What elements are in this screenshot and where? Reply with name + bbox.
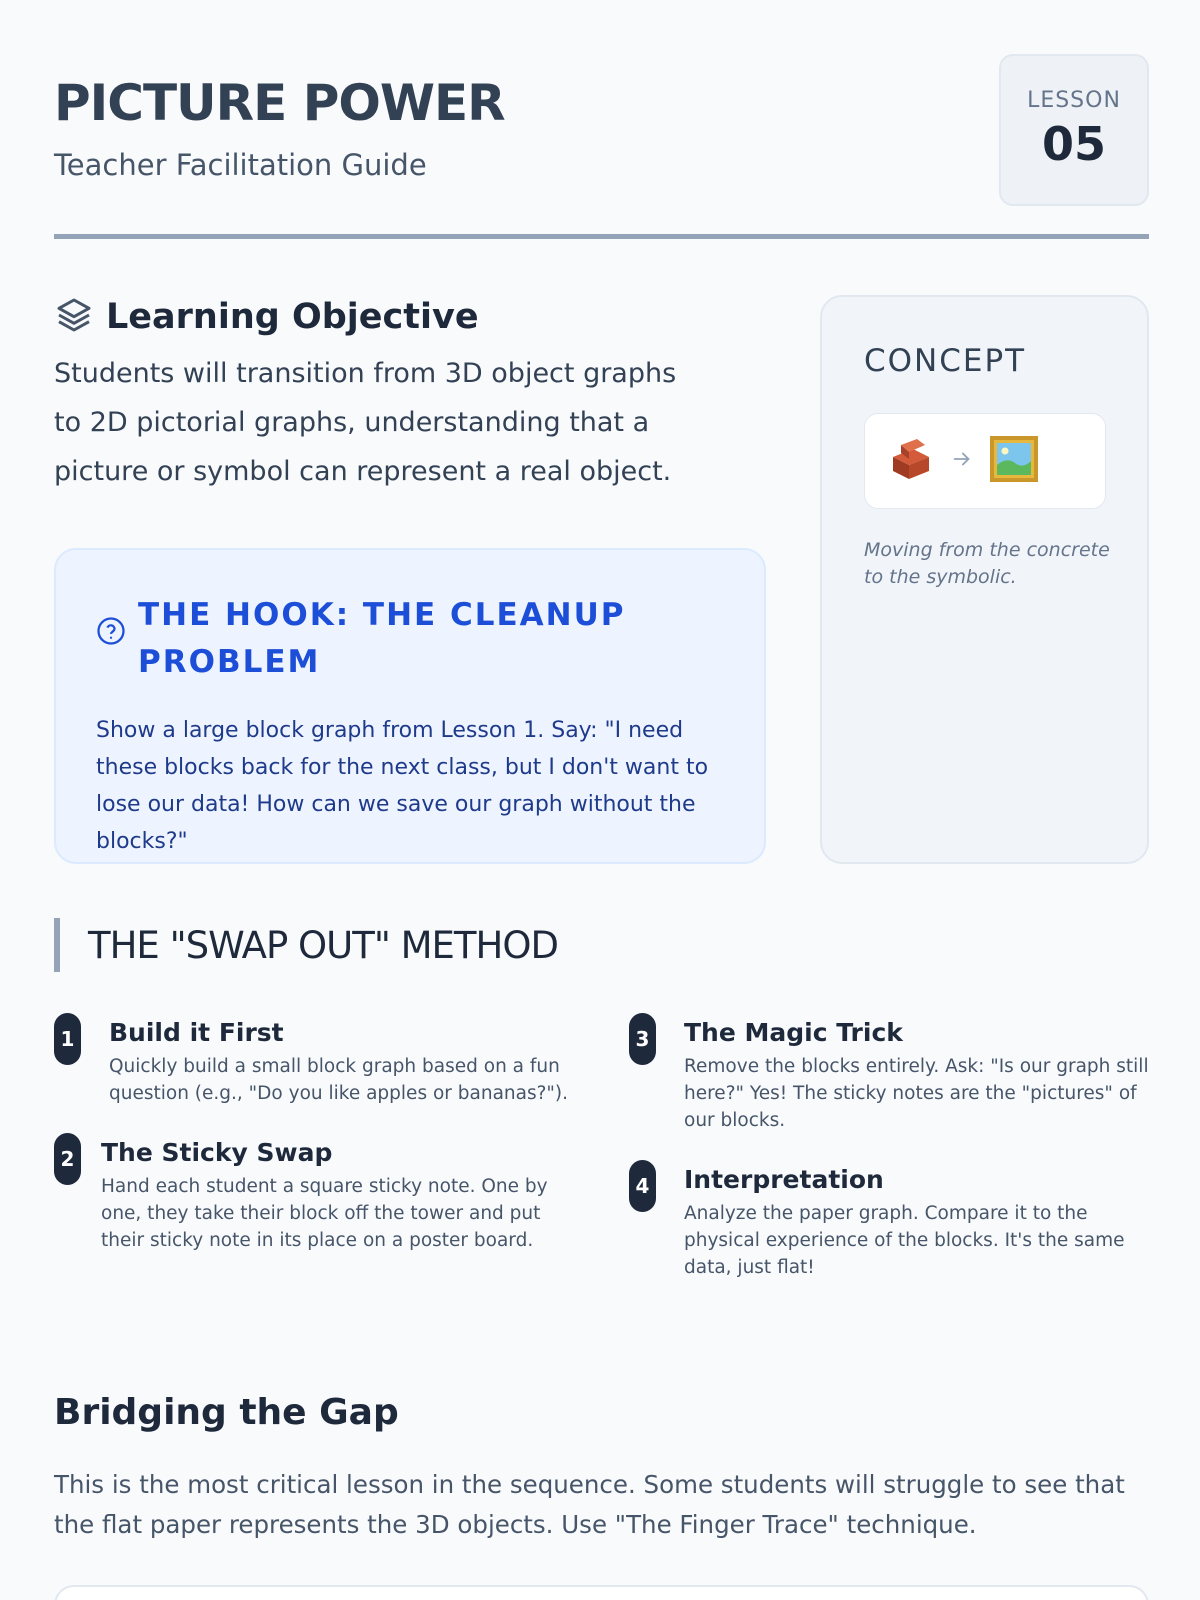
- hook-card: [54, 548, 766, 864]
- concept-illustration: [864, 413, 1106, 509]
- objective-title: Learning Objective: [106, 297, 479, 337]
- step-title: The Sticky Swap: [101, 1138, 333, 1167]
- step-number-badge: 1: [54, 1013, 81, 1065]
- finger-trace-card: [54, 1585, 1149, 1600]
- step-number-badge: 4: [629, 1160, 656, 1212]
- question-circle-icon: [96, 616, 126, 650]
- step-text: Remove the blocks entirely. Ask: "Is our graph still here?" Yes! The sticky notes are the "pictures" of our blocks.: [684, 1056, 1149, 1131]
- step-number-badge: 3: [629, 1013, 656, 1065]
- lesson-badge: [999, 54, 1149, 206]
- step-title: Interpretation: [684, 1165, 884, 1194]
- learning-objective-section: [54, 295, 774, 496]
- concept-card: [820, 295, 1149, 864]
- step-text: Quickly build a small block graph based on a fun question (e.g., "Do you like apples or bananas?").: [109, 1056, 569, 1104]
- layers-icon: [54, 295, 94, 339]
- page-header: [54, 54, 1149, 244]
- brick-icon: [887, 435, 935, 487]
- step-text: Analyze the paper graph. Compare it to the physical experience of the blocks. It's the same data, just flat!: [684, 1203, 1125, 1278]
- swap-method-heading: [54, 918, 558, 972]
- page-subtitle: Teacher Facilitation Guide: [54, 148, 427, 182]
- step-number-badge: 2: [54, 1133, 81, 1185]
- hook-text: Show a large block graph from Lesson 1. Say: "I need these blocks back for the next class, but I don't want to lose our data! How can we save our graph without the blocks?": [96, 718, 709, 854]
- page-title: PICTURE POWER: [54, 74, 505, 132]
- step-title: The Magic Trick: [684, 1018, 903, 1047]
- bridge-text: This is the most critical lesson in the sequence. Some students will struggle to see that the flat paper represents the 3D objects. Use "The Finger Trace" technique.: [54, 1470, 1125, 1539]
- lesson-label: LESSON: [1027, 88, 1121, 113]
- header-divider: [54, 234, 1149, 239]
- framed-picture-icon: [989, 435, 1039, 487]
- objective-text: Students will transition from 3D object graphs to 2D pictorial graphs, understanding that a picture or symbol can represent a real object.: [54, 358, 677, 487]
- swap-method-title: THE "SWAP OUT" METHOD: [88, 923, 558, 967]
- arrow-right-icon: [951, 448, 973, 474]
- concept-caption: Moving from the concrete to the symbolic.: [864, 539, 1110, 588]
- hook-title: THE HOOK: THE CLEANUP PROBLEM: [138, 597, 626, 680]
- step-text: Hand each student a square sticky note. One by one, they take their block off the tower and put their sticky note in its place on a poster board.: [101, 1176, 548, 1251]
- bridge-title: Bridging the Gap: [54, 1392, 399, 1433]
- concept-title: CONCEPT: [864, 343, 1027, 379]
- step-title: Build it First: [109, 1018, 284, 1047]
- lesson-number: 05: [1041, 117, 1106, 171]
